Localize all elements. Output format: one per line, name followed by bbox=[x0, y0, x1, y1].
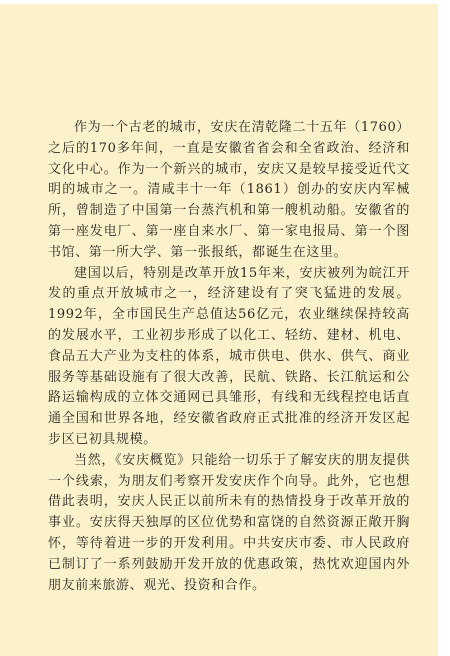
paragraph-development: 建国以后，特别是改革开放15年来，安庆被列为皖江开发的重点开放城市之一，经济建设有了突飞猛进的发展。1992年，全市国民生产总值达56亿元，农业继续保持较高的发展水平，工业初步形成了以化工、轻纺、建材、机电、食品五大产业为支柱的体系，城市供电、供水、供气、商业服务等基础设施有了很大改善，民航、铁路、长江航运和公路运输构成的立体交通网已具雏形，有线和无线程控电话直通全国和世界各地，经安徽省政府正式批准的经济开发区起步区已初具规模。 bbox=[48, 265, 410, 447]
body-text bbox=[48, 118, 410, 596]
top-margin bbox=[0, 0, 450, 4]
right-margin bbox=[438, 0, 450, 656]
paragraph-history: 作为一个古老的城市，安庆在清乾隆二十五年（1760）之后的170多年间，一直是安徽省省会和全省政治、经济和文化中心。作为一个新兴的城市，安庆又是较早接受近代文明的城市之一。清咸丰十一年（1861）创办的安庆内军械所，曾制造了中国第一台蒸汽机和第一艘机动船。安徽省的第一座发电厂、第一座自来水厂、第一家电报局、第一个图书馆、第一所大学、第一张报纸，都诞生在这里。 bbox=[48, 120, 410, 260]
paragraph-invitation: 当然，《安庆概览》只能给一切乐于了解安庆的朋友提供一个线索，为朋友们考察开发安庆作个向导。此外，它也想借此表明，安庆人民正以前所未有的热情投身于改革开放的事业。安庆得天独厚的区位优势和富饶的自然资源正敞开胸怀，等待着进一步的开发利用。中共安庆市委、市人民政府已制订了一系列鼓励开发开放的优惠政策，热忱欢迎国内外朋友前来旅游、观光、投资和合作。 bbox=[48, 452, 410, 593]
